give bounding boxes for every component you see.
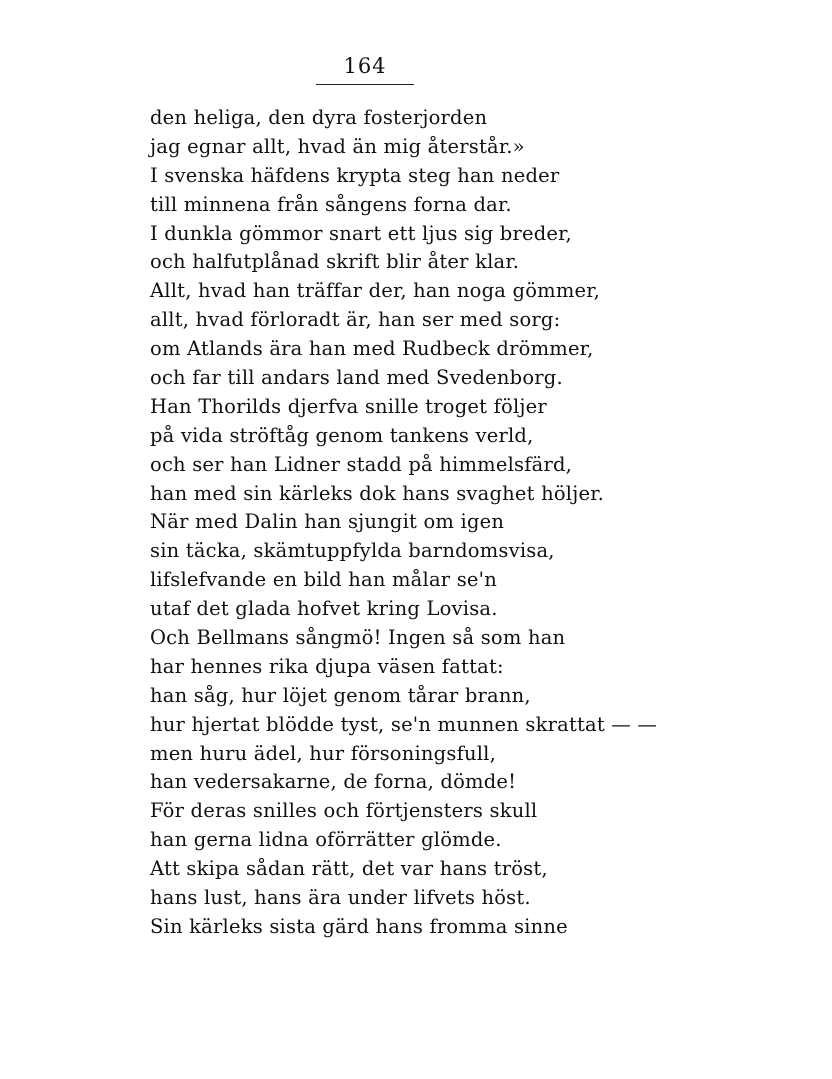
poem-line: Sin kärleks sista gärd hans fromma sinne bbox=[150, 914, 568, 938]
poem-line: han vedersakarne, de forna, dömde! bbox=[150, 770, 517, 794]
poem-line: För deras snilles och förtjensters skull bbox=[150, 799, 538, 823]
poem-line: har hennes rika djupa väsen fattat: bbox=[150, 654, 504, 678]
poem-line: och halfutplånad skrift blir åter klar. bbox=[150, 250, 520, 274]
poem-line: I svenska häfdens krypta steg han neder bbox=[150, 163, 560, 187]
poem-text bbox=[150, 104, 658, 942]
poem-line: och far till andars land med Svedenborg. bbox=[150, 366, 563, 390]
poem-line: hur hjertat blödde tyst, se'n munnen skrattat — — bbox=[150, 712, 658, 736]
poem-line: till minnena från sångens forna dar. bbox=[150, 192, 512, 216]
poem-line: och ser han Lidner stadd på himmelsfärd, bbox=[150, 452, 573, 476]
poem-line: allt, hvad förloradt är, han ser med sorg: bbox=[150, 308, 561, 332]
poem-line: Och Bellmans sångmö! Ingen så som han bbox=[150, 626, 566, 650]
poem-line: på vida ströftåg genom tankens verld, bbox=[150, 423, 534, 447]
poem-line: Han Thorilds djerfva snille troget följer bbox=[150, 394, 547, 418]
poem-line: lifslefvande en bild han målar se'n bbox=[150, 568, 497, 592]
poem-line: han såg, hur löjet genom tårar brann, bbox=[150, 683, 531, 707]
header-rule bbox=[316, 84, 414, 85]
poem-line: hans lust, hans ära under lifvets höst. bbox=[150, 886, 531, 910]
poem-line: När med Dalin han sjungit om igen bbox=[150, 510, 505, 534]
poem-line: jag egnar allt, hvad än mig återstår.» bbox=[150, 134, 525, 158]
page-number: 164 bbox=[343, 54, 387, 78]
poem-line: sin täcka, skämtuppfylda barndomsvisa, bbox=[150, 539, 555, 563]
poem-line: Allt, hvad han träffar der, han noga gömmer, bbox=[150, 279, 601, 303]
poem-line: utaf det glada hofvet kring Lovisa. bbox=[150, 597, 498, 621]
poem-line: Att skipa sådan rätt, det var hans tröst, bbox=[150, 857, 548, 881]
poem-line: han med sin kärleks dok hans svaghet höljer. bbox=[150, 481, 604, 505]
poem-line: den heliga, den dyra fosterjorden bbox=[150, 106, 488, 129]
poem-line: men huru ädel, hur försoningsfull, bbox=[150, 741, 497, 765]
poem-line: om Atlands ära han med Rudbeck drömmer, bbox=[150, 337, 594, 361]
poem-line: han gerna lidna oförrätter glömde. bbox=[150, 828, 502, 852]
poem-line: I dunkla gömmor snart ett ljus sig breder, bbox=[150, 221, 572, 245]
